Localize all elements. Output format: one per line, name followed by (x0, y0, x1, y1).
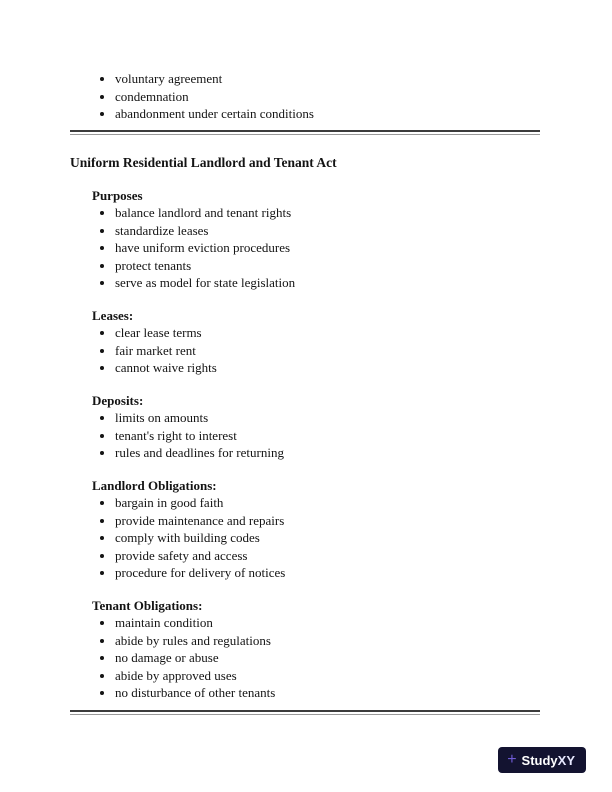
section-tenant-obligations (92, 597, 540, 702)
list-item: • balance landlord and tenant rights (115, 204, 540, 222)
section-divider-top (70, 130, 540, 135)
list-item: • no damage or abuse (115, 649, 540, 667)
list-item: • limits on amounts (115, 409, 540, 427)
bullet-list (92, 614, 540, 702)
list-item: • abide by rules and regulations (115, 632, 540, 650)
section-leases (92, 307, 540, 377)
section-heading: Tenant Obligations: (92, 597, 203, 613)
page-title: Uniform Residential Landlord and Tenant Act (70, 154, 337, 170)
section-purposes (92, 187, 540, 292)
section-heading: Deposits: (92, 392, 144, 408)
bullet-list (92, 494, 540, 582)
list-item: • fair market rent (115, 342, 540, 360)
list-item: • comply with building codes (115, 529, 540, 547)
list-item: • bargain in good faith (115, 494, 540, 512)
list-item: • have uniform eviction procedures (115, 239, 540, 257)
bullet-list (92, 409, 540, 462)
list-item: • abandonment under certain conditions (115, 105, 540, 123)
list-item: • abide by approved uses (115, 667, 540, 685)
plus-icon: + (507, 751, 517, 768)
list-item: • provide maintenance and repairs (115, 512, 540, 530)
studyxy-logo (498, 747, 586, 773)
list-item: • rules and deadlines for returning (115, 444, 540, 462)
bullet-list (92, 204, 540, 292)
section-heading: Landlord Obligations: (92, 477, 217, 493)
section-deposits (92, 392, 540, 462)
list-item: • condemnation (115, 88, 540, 106)
list-item: • clear lease terms (115, 324, 540, 342)
logo-text-xy: XY (557, 752, 575, 768)
list-item: • voluntary agreement (115, 70, 540, 88)
list-item: • standardize leases (115, 222, 540, 240)
section-heading: Purposes (92, 187, 143, 203)
section-divider-bottom (70, 710, 540, 715)
list-item: • no disturbance of other tenants (115, 684, 540, 702)
bullet-list (92, 324, 540, 377)
list-item: • provide safety and access (115, 547, 540, 565)
list-item: • protect tenants (115, 257, 540, 275)
section-heading: Leases: (92, 307, 134, 323)
list-item: • procedure for delivery of notices (115, 564, 540, 582)
list-item: • cannot waive rights (115, 359, 540, 377)
logo-text-study: Study (521, 752, 558, 768)
list-item: • tenant's right to interest (115, 427, 540, 445)
intro-bullet-list (70, 70, 540, 123)
section-landlord-obligations (92, 477, 540, 582)
list-item: • serve as model for state legislation (115, 274, 540, 292)
list-item: • maintain condition (115, 614, 540, 632)
